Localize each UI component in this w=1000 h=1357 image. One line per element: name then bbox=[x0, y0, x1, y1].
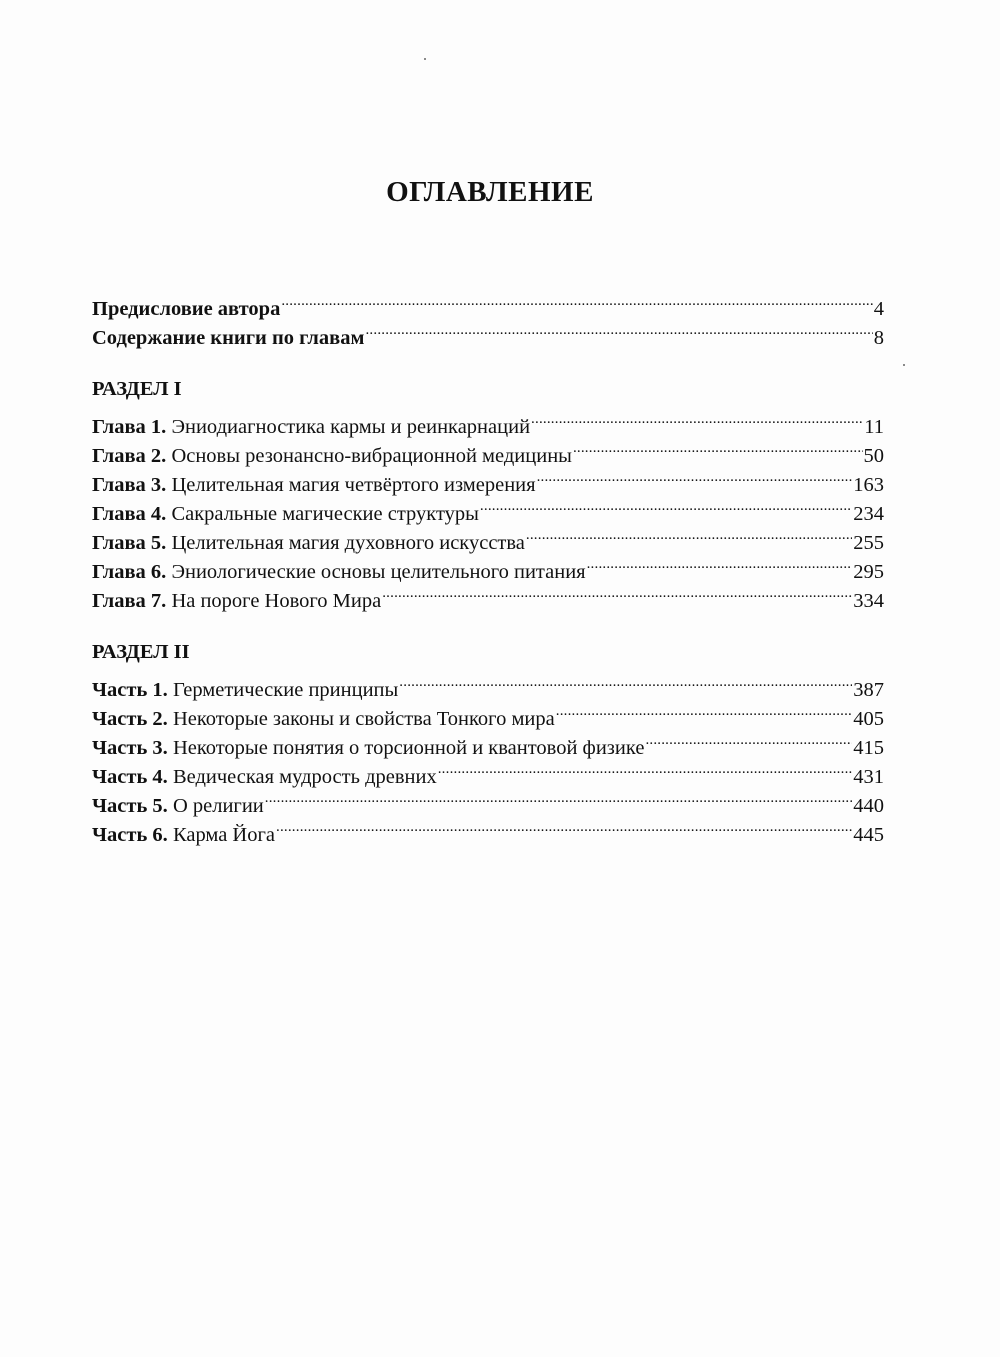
dot-leader bbox=[399, 667, 852, 696]
toc-page-number: 415 bbox=[853, 737, 884, 759]
part-prefix: Часть 2. bbox=[92, 708, 168, 730]
part-prefix: Часть 4. bbox=[92, 766, 168, 788]
part-prefix: Часть 3. bbox=[92, 737, 168, 759]
toc-entry-title: Сакральные магические структуры bbox=[166, 503, 479, 525]
chapter-prefix: Глава 5. bbox=[92, 532, 167, 554]
toc-page-number: 11 bbox=[864, 416, 884, 438]
toc-section-1 bbox=[92, 375, 884, 612]
dot-leader bbox=[281, 286, 872, 315]
chapter-prefix: Глава 7. bbox=[92, 590, 167, 612]
chapter-prefix: Глава 2. bbox=[92, 445, 167, 467]
toc-entry-title: Ведическая мудрость древних bbox=[167, 766, 437, 788]
toc-page-number: 405 bbox=[853, 708, 884, 730]
dot-leader bbox=[537, 462, 853, 491]
toc-page-number: 50 bbox=[863, 445, 884, 467]
toc-page-number: 387 bbox=[853, 679, 884, 701]
toc-section-2 bbox=[92, 638, 884, 846]
part-prefix: Часть 5. bbox=[92, 795, 168, 817]
toc-page-number: 295 bbox=[853, 561, 884, 583]
dot-leader bbox=[480, 491, 852, 520]
toc-entry-title: О религии bbox=[167, 795, 264, 817]
section-heading: РАЗДЕЛ I bbox=[92, 378, 182, 400]
toc-entry-title: Некоторые законы и свойства Тонкого мира bbox=[167, 708, 555, 730]
toc-front-matter bbox=[92, 286, 884, 349]
toc-entry-title: Целительная магия духовного искусства bbox=[166, 532, 525, 554]
chapter-prefix: Глава 4. bbox=[92, 503, 167, 525]
chapter-prefix: Глава 3. bbox=[92, 474, 167, 496]
section-heading: РАЗДЕЛ II bbox=[92, 641, 190, 663]
scan-speck bbox=[424, 58, 426, 60]
toc-entry-title: Герметические принципы bbox=[167, 679, 399, 701]
scan-speck bbox=[903, 364, 905, 366]
toc-page-number: 163 bbox=[853, 474, 884, 496]
dot-leader bbox=[365, 315, 872, 344]
dot-leader bbox=[526, 520, 852, 549]
dot-leader bbox=[556, 696, 853, 725]
toc-page-number: 431 bbox=[853, 766, 884, 788]
dot-leader bbox=[645, 725, 852, 754]
toc-entry[interactable] bbox=[92, 404, 884, 438]
toc-entry[interactable] bbox=[92, 667, 884, 701]
dot-leader bbox=[276, 812, 852, 841]
toc-page-number: 445 bbox=[853, 824, 884, 846]
toc-entry-title: Эниологические основы целительного питания bbox=[166, 561, 586, 583]
toc-entry-title: Основы резонансно-вибрационной медицины bbox=[166, 445, 572, 467]
toc-entry[interactable] bbox=[92, 286, 884, 320]
dot-leader bbox=[382, 578, 852, 607]
toc-entry-title: Содержание книги по главам bbox=[92, 327, 365, 349]
toc-entry-title: Карма Йога bbox=[167, 824, 275, 846]
part-prefix: Часть 1. bbox=[92, 679, 168, 701]
toc-entry-title: Эниодиагностика кармы и реинкарнаций bbox=[166, 416, 531, 438]
dot-leader bbox=[573, 433, 863, 462]
dot-leader bbox=[438, 754, 853, 783]
chapter-prefix: Глава 6. bbox=[92, 561, 167, 583]
chapter-prefix: Глава 1. bbox=[92, 416, 167, 438]
toc-page-number: 440 bbox=[853, 795, 884, 817]
part-prefix: Часть 6. bbox=[92, 824, 168, 846]
toc-page-number: 8 bbox=[873, 327, 884, 349]
dot-leader bbox=[531, 404, 863, 433]
page-title: ОГЛАВЛЕНИЕ bbox=[386, 176, 594, 208]
toc-page-number: 4 bbox=[873, 298, 884, 320]
toc-entry-title: Некоторые понятия о торсионной и квантовой физике bbox=[167, 737, 645, 759]
toc-entry-title: На пороге Нового Мира bbox=[166, 590, 382, 612]
dot-leader bbox=[587, 549, 853, 578]
dot-leader bbox=[265, 783, 852, 812]
toc-page-number: 255 bbox=[853, 532, 884, 554]
toc-page-number: 234 bbox=[853, 503, 884, 525]
toc-entry-title: Предисловие автора bbox=[92, 298, 281, 320]
toc-entry-title: Целительная магия четвёртого измерения bbox=[166, 474, 536, 496]
toc-page-number: 334 bbox=[853, 590, 884, 612]
